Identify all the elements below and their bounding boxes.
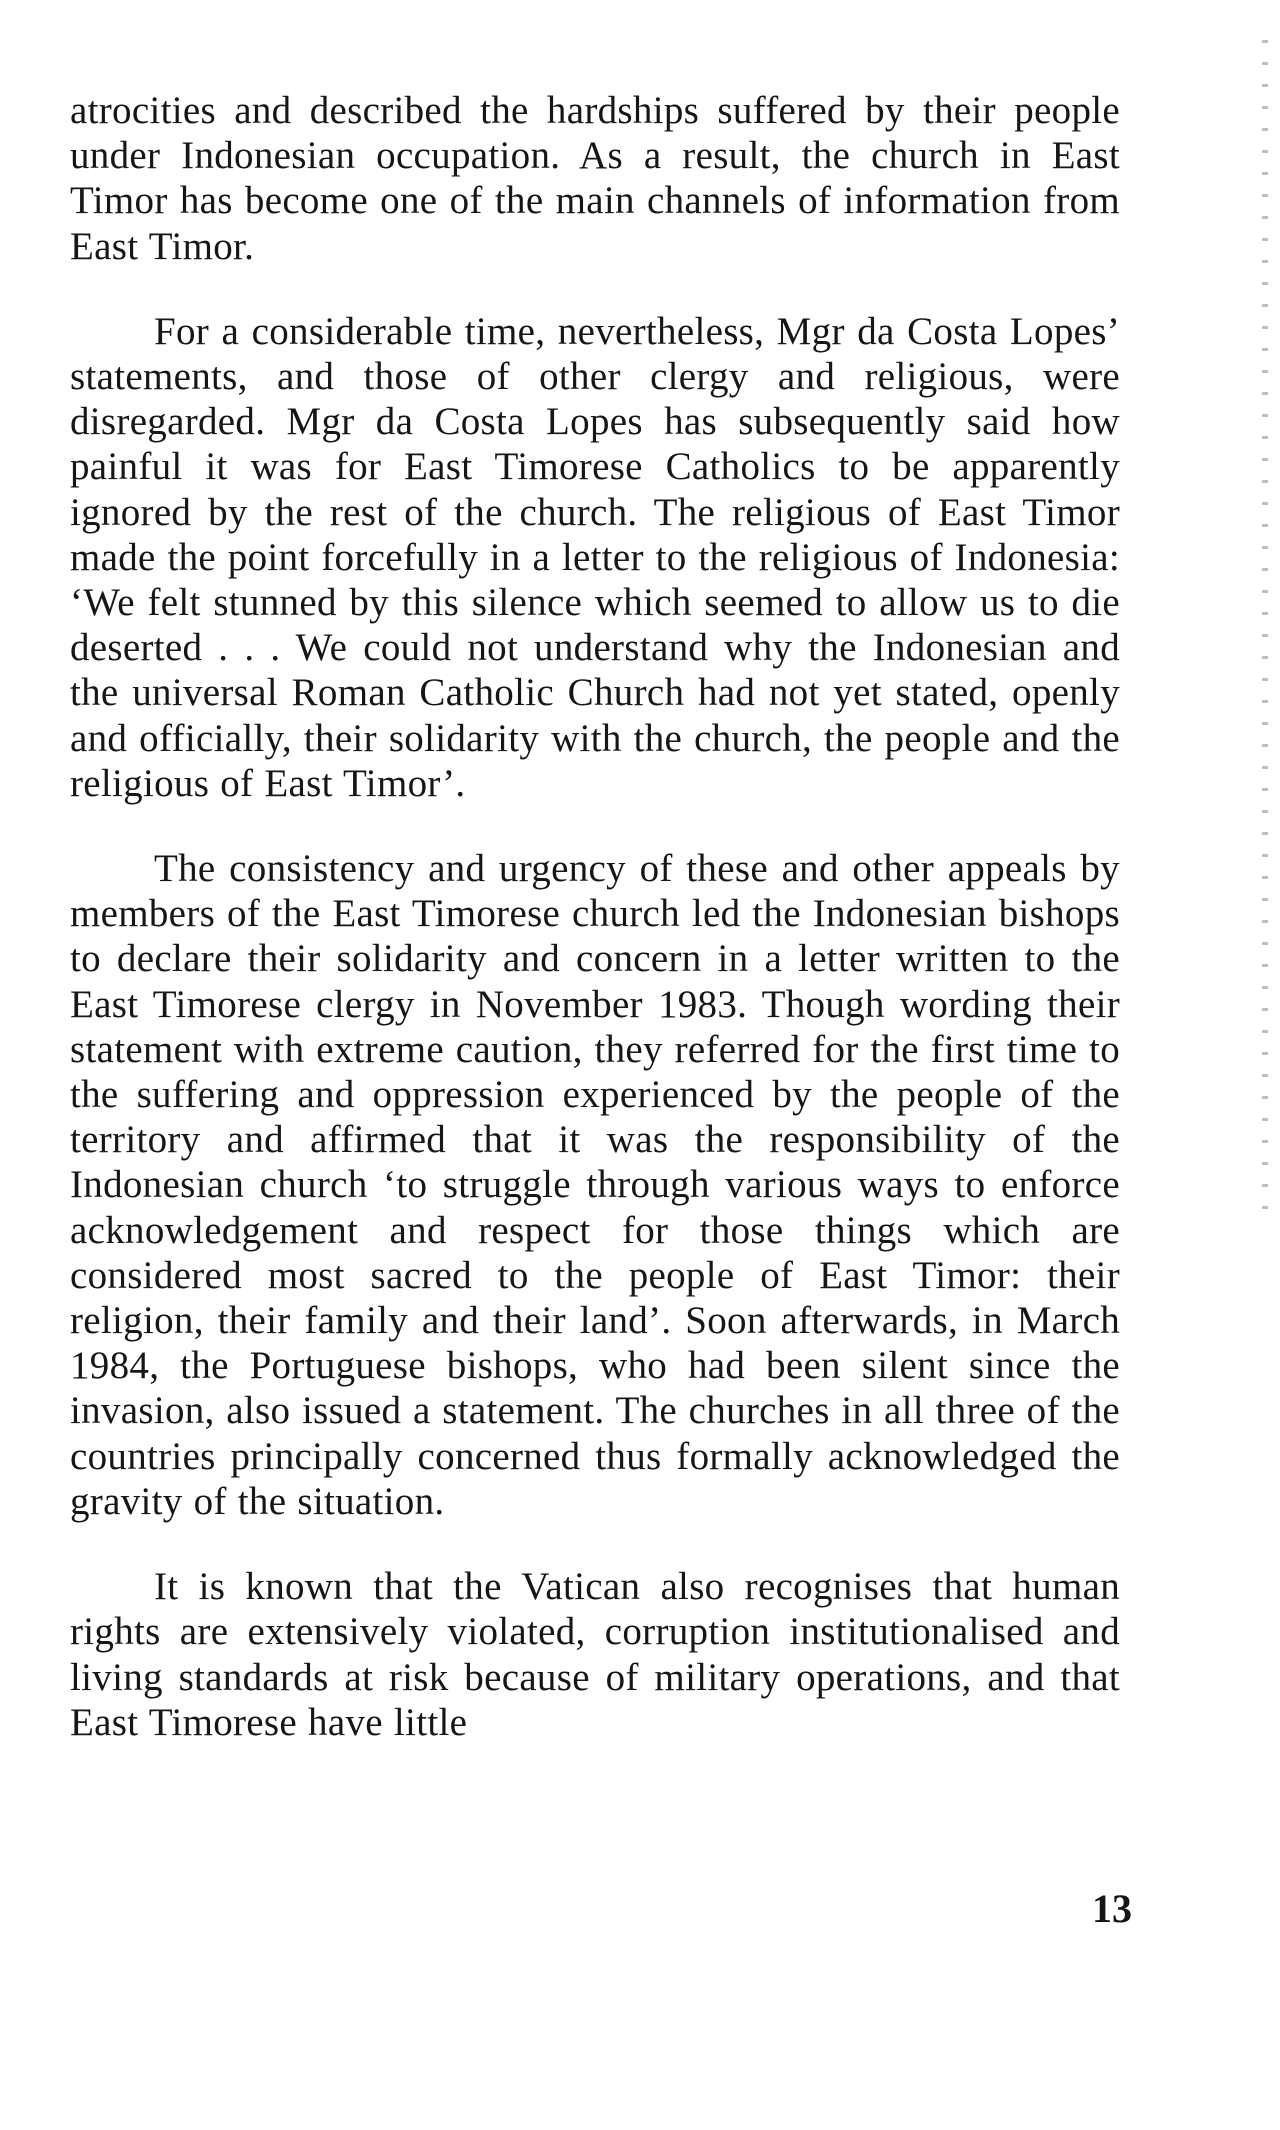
scan-edge-marks	[1262, 40, 1268, 1220]
paragraph-vatican: It is known that the Vatican also recognises that human rights are extensively violated, corruption institutionalised and living standards at risk because of military operations, and that East Timorese have little	[70, 1565, 1120, 1744]
paragraph-clergy-statements: For a considerable time, nevertheless, Mgr da Costa Lopes’ statements, and those of other clergy and religious, were disregarded. Mgr da Costa Lopes has subsequently said how painful it was for East Timorese Catholics to be apparently ignored by the rest of the church. The religious of East Timor made the point forcefully in a letter to the religious of Indonesia: ‘We felt stunned by this silence which seemed to allow us to die deserted . . . We could not understand why the Indonesian and the universal Roman Catholic Church had not yet stated, openly and officially, their solidarity with the church, the people and the religious of East Timor’.	[70, 309, 1120, 805]
paragraph-continuation: atrocities and described the hardships suffered by their people under Indonesian occupation. As a result, the church in East Timor has become one of the main channels of information from East Timor.	[70, 89, 1120, 268]
paragraph-indonesian-bishops: The consistency and urgency of these and other appeals by members of the East Timorese church led the Indonesian bishops to declare their solidarity and concern in a letter written to the East Timorese clergy in November 1983. Though wording their statement with extreme caution, they referred for the first time to the suffering and oppression experienced by the people of the territory and affirmed that it was the responsibility of the Indonesian church ‘to struggle through various ways to enforce acknowledgement and respect for those things which are considered most sacred to the people of East Timor: their religion, their family and their land’. Soon afterwards, in March 1984, the Portuguese bishops, who had been silent since the invasion, also issued a statement. The churches in all three of the countries principally concerned thus formally acknowledged the gravity of the situation.	[70, 847, 1120, 1523]
page-number: 13	[1092, 1886, 1132, 1931]
page-body	[70, 88, 1120, 1745]
